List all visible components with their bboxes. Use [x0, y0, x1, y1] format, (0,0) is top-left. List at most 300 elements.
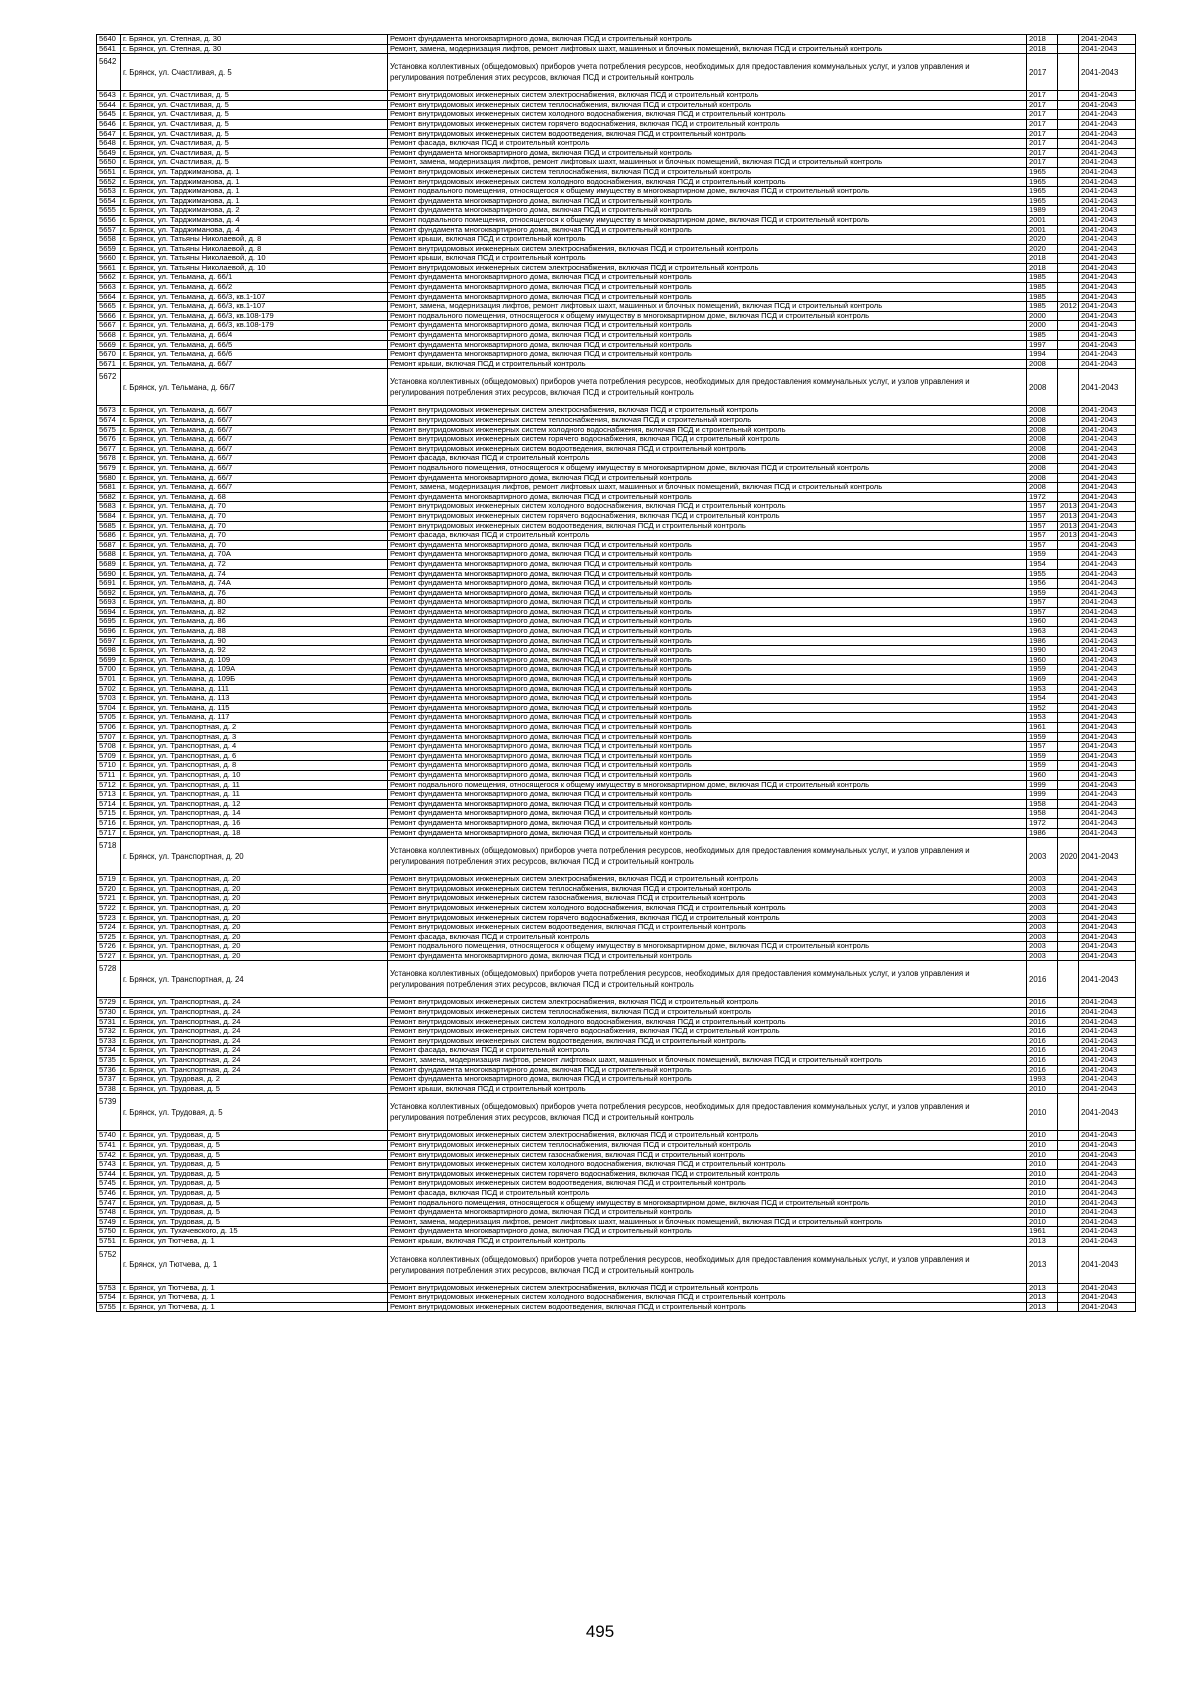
work-type-cell: Ремонт фундамента многоквартирного дома, включая ПСД и строительный контроль: [388, 225, 1027, 235]
build-year-cell: 1985: [1027, 273, 1058, 283]
completed-year-cell: [1058, 1131, 1079, 1141]
work-type-cell: Ремонт внутридомовых инженерных систем газоснабжения, включая ПСД и строительный контроль: [388, 894, 1027, 904]
row-number-cell: 5738: [97, 1084, 121, 1094]
completed-year-cell: [1058, 283, 1079, 293]
completed-year-cell: [1058, 1246, 1079, 1283]
table-row: [97, 742, 1136, 752]
table-row: [97, 684, 1136, 694]
completed-year-cell: [1058, 483, 1079, 493]
completed-year-cell: [1058, 54, 1079, 91]
work-type-cell: Ремонт фундамента многоквартирного дома, включая ПСД и строительный контроль: [388, 809, 1027, 819]
address-cell: г. Брянск, ул. Трудовая, д. 5: [121, 1217, 388, 1227]
planned-period-cell: 2041-2043: [1079, 723, 1136, 733]
address-cell: г. Брянск, ул. Тельмана, д. 88: [121, 627, 388, 637]
row-number-cell: 5696: [97, 627, 121, 637]
work-type-cell: Ремонт фундамента многоквартирного дома, включая ПСД и строительный контроль: [388, 350, 1027, 360]
address-cell: г. Брянск, ул. Тельмана, д. 109: [121, 655, 388, 665]
planned-period-cell: 2041-2043: [1079, 44, 1136, 54]
work-type-cell: Ремонт фундамента многоквартирного дома, включая ПСД и строительный контроль: [388, 617, 1027, 627]
work-type-cell: Ремонт внутридомовых инженерных систем электроснабжения, включая ПСД и строительный контроль: [388, 406, 1027, 416]
planned-period-cell: 2041-2043: [1079, 1046, 1136, 1056]
address-cell: г. Брянск, ул. Трудовая, д. 5: [121, 1084, 388, 1094]
table-row: [97, 1150, 1136, 1160]
build-year-cell: 1957: [1027, 531, 1058, 541]
address-cell: г. Брянск, ул. Тельмана, д. 66/7: [121, 425, 388, 435]
completed-year-cell: [1058, 894, 1079, 904]
table-row: [97, 119, 1136, 129]
build-year-cell: 2017: [1027, 148, 1058, 158]
address-cell: г. Брянск, ул. Транспортная, д. 24: [121, 1027, 388, 1037]
planned-period-cell: 2041-2043: [1079, 321, 1136, 331]
address-cell: г. Брянск, ул. Трудовая, д. 5: [121, 1131, 388, 1141]
work-type-cell: Ремонт фундамента многоквартирного дома, включая ПСД и строительный контроль: [388, 646, 1027, 656]
planned-period-cell: 2041-2043: [1079, 454, 1136, 464]
build-year-cell: 1965: [1027, 167, 1058, 177]
address-cell: г. Брянск, ул. Тельмана, д. 68: [121, 492, 388, 502]
planned-period-cell: 2041-2043: [1079, 435, 1136, 445]
table-row: [97, 540, 1136, 550]
planned-period-cell: 2041-2043: [1079, 119, 1136, 129]
completed-year-cell: [1058, 723, 1079, 733]
completed-year-cell: [1058, 569, 1079, 579]
address-cell: г. Брянск, ул. Тельмана, д. 66/7: [121, 463, 388, 473]
table-row: [97, 369, 1136, 406]
row-number-cell: 5716: [97, 818, 121, 828]
table-row: [97, 790, 1136, 800]
build-year-cell: 1965: [1027, 187, 1058, 197]
work-type-cell: Ремонт, замена, модернизация лифтов, ремонт лифтовых шахт, машинных и блочных помещений, включая ПСД и строительный контроль: [388, 302, 1027, 312]
work-type-cell: Ремонт фундамента многоквартирного дома, включая ПСД и строительный контроль: [388, 790, 1027, 800]
build-year-cell: 2017: [1027, 54, 1058, 91]
build-year-cell: 2003: [1027, 932, 1058, 942]
table-row: [97, 91, 1136, 101]
work-type-cell: Ремонт внутридомовых инженерных систем теплоснабжения, включая ПСД и строительный контроль: [388, 884, 1027, 894]
address-cell: г. Брянск, ул Тютчева, д. 1: [121, 1236, 388, 1246]
address-cell: г. Брянск, ул. Тельмана, д. 66/5: [121, 340, 388, 350]
table-row: [97, 1027, 1136, 1037]
completed-year-cell: [1058, 35, 1079, 45]
completed-year-cell: [1058, 1046, 1079, 1056]
table-row: [97, 703, 1136, 713]
completed-year-cell: 2013: [1058, 511, 1079, 521]
build-year-cell: 1990: [1027, 646, 1058, 656]
row-number-cell: 5723: [97, 913, 121, 923]
address-cell: г. Брянск, ул. Транспортная, д. 4: [121, 742, 388, 752]
build-year-cell: 2017: [1027, 139, 1058, 149]
planned-period-cell: 2041-2043: [1079, 91, 1136, 101]
work-type-cell: Ремонт внутридомовых инженерных систем водоотведения, включая ПСД и строительный контроль: [388, 1036, 1027, 1046]
address-cell: г. Брянск, ул. Тельмана, д. 66/1: [121, 273, 388, 283]
completed-year-cell: [1058, 751, 1079, 761]
work-type-cell: Ремонт фундамента многоквартирного дома, включая ПСД и строительный контроль: [388, 35, 1027, 45]
build-year-cell: 2017: [1027, 91, 1058, 101]
build-year-cell: 2017: [1027, 158, 1058, 168]
table-row: [97, 598, 1136, 608]
table-row: [97, 894, 1136, 904]
build-year-cell: 2020: [1027, 235, 1058, 245]
build-year-cell: 2017: [1027, 129, 1058, 139]
address-cell: г. Брянск, ул. Тельмана, д. 72: [121, 559, 388, 569]
completed-year-cell: [1058, 675, 1079, 685]
table-row: [97, 292, 1136, 302]
build-year-cell: 2016: [1027, 1046, 1058, 1056]
planned-period-cell: 2041-2043: [1079, 655, 1136, 665]
build-year-cell: 1960: [1027, 617, 1058, 627]
table-row: [97, 1160, 1136, 1170]
row-number-cell: 5741: [97, 1141, 121, 1151]
planned-period-cell: 2041-2043: [1079, 675, 1136, 685]
row-number-cell: 5740: [97, 1131, 121, 1141]
build-year-cell: 2016: [1027, 1017, 1058, 1027]
planned-period-cell: 2041-2043: [1079, 148, 1136, 158]
completed-year-cell: [1058, 273, 1079, 283]
build-year-cell: 2018: [1027, 254, 1058, 264]
work-type-cell: Ремонт фундамента многоквартирного дома, включая ПСД и строительный контроль: [388, 283, 1027, 293]
planned-period-cell: 2041-2043: [1079, 35, 1136, 45]
completed-year-cell: [1058, 1227, 1079, 1237]
table-row: [97, 321, 1136, 331]
address-cell: г. Брянск, ул. Счастливая, д. 5: [121, 91, 388, 101]
row-number-cell: 5734: [97, 1046, 121, 1056]
work-type-cell: Ремонт внутридомовых инженерных систем водоотведения, включая ПСД и строительный контроль: [388, 1302, 1027, 1312]
work-type-cell: Ремонт фундамента многоквартирного дома, включая ПСД и строительный контроль: [388, 703, 1027, 713]
planned-period-cell: 2041-2043: [1079, 894, 1136, 904]
build-year-cell: 2017: [1027, 100, 1058, 110]
table-row: [97, 799, 1136, 809]
completed-year-cell: [1058, 473, 1079, 483]
planned-period-cell: 2041-2043: [1079, 263, 1136, 273]
table-row: [97, 998, 1136, 1008]
table-row: [97, 1017, 1136, 1027]
row-number-cell: 5652: [97, 177, 121, 187]
build-year-cell: 2010: [1027, 1084, 1058, 1094]
table-row: [97, 425, 1136, 435]
work-type-cell: Ремонт фундамента многоквартирного дома, включая ПСД и строительный контроль: [388, 331, 1027, 341]
build-year-cell: 2010: [1027, 1198, 1058, 1208]
planned-period-cell: 2041-2043: [1079, 167, 1136, 177]
row-number-cell: 5695: [97, 617, 121, 627]
address-cell: г. Брянск, ул. Тельмана, д. 66/3, кв.1-107: [121, 302, 388, 312]
planned-period-cell: 2041-2043: [1079, 1283, 1136, 1293]
address-cell: г. Брянск, ул. Трудовая, д. 5: [121, 1160, 388, 1170]
planned-period-cell: 2041-2043: [1079, 598, 1136, 608]
row-number-cell: 5694: [97, 607, 121, 617]
row-number-cell: 5697: [97, 636, 121, 646]
row-number-cell: 5710: [97, 761, 121, 771]
build-year-cell: 1958: [1027, 799, 1058, 809]
completed-year-cell: [1058, 139, 1079, 149]
address-cell: г. Брянск, ул. Тарджиманова, д. 2: [121, 206, 388, 216]
work-type-cell: Ремонт фасада, включая ПСД и строительный контроль: [388, 454, 1027, 464]
build-year-cell: 1959: [1027, 550, 1058, 560]
address-cell: г. Брянск, ул. Счастливая, д. 5: [121, 100, 388, 110]
planned-period-cell: 2041-2043: [1079, 1198, 1136, 1208]
address-cell: г. Брянск, ул. Транспортная, д. 12: [121, 799, 388, 809]
build-year-cell: 2016: [1027, 961, 1058, 998]
table-row: [97, 723, 1136, 733]
row-number-cell: 5668: [97, 331, 121, 341]
table-row: [97, 158, 1136, 168]
work-type-cell: Ремонт фундамента многоквартирного дома, включая ПСД и строительный контроль: [388, 655, 1027, 665]
work-type-cell: Ремонт внутридомовых инженерных систем теплоснабжения, включая ПСД и строительный контроль: [388, 100, 1027, 110]
build-year-cell: 1961: [1027, 723, 1058, 733]
address-cell: г. Брянск, ул Тютчева, д. 1: [121, 1293, 388, 1303]
address-cell: г. Брянск, ул. Транспортная, д. 11: [121, 790, 388, 800]
build-year-cell: 2003: [1027, 884, 1058, 894]
table-row: [97, 196, 1136, 206]
table-row: [97, 283, 1136, 293]
build-year-cell: 2013: [1027, 1236, 1058, 1246]
planned-period-cell: 2041-2043: [1079, 607, 1136, 617]
address-cell: г. Брянск, ул. Тельмана, д. 66/4: [121, 331, 388, 341]
address-cell: г. Брянск, ул. Транспортная, д. 24: [121, 1036, 388, 1046]
address-cell: г. Брянск, ул. Транспортная, д. 24: [121, 961, 388, 998]
row-number-cell: 5704: [97, 703, 121, 713]
address-cell: г. Брянск, ул. Тельмана, д. 82: [121, 607, 388, 617]
build-year-cell: 1999: [1027, 780, 1058, 790]
build-year-cell: 2000: [1027, 321, 1058, 331]
work-type-cell: Ремонт фундамента многоквартирного дома, включая ПСД и строительный контроль: [388, 1208, 1027, 1218]
work-type-cell: Ремонт крыши, включая ПСД и строительный контроль: [388, 1236, 1027, 1246]
row-number-cell: 5730: [97, 1008, 121, 1018]
row-number-cell: 5653: [97, 187, 121, 197]
table-row: [97, 435, 1136, 445]
build-year-cell: 2016: [1027, 998, 1058, 1008]
address-cell: г. Брянск, ул. Степная, д. 30: [121, 35, 388, 45]
planned-period-cell: 2041-2043: [1079, 703, 1136, 713]
row-number-cell: 5737: [97, 1075, 121, 1085]
row-number-cell: 5712: [97, 780, 121, 790]
table-row: [97, 35, 1136, 45]
address-cell: г. Брянск, ул. Тельмана, д. 66/2: [121, 283, 388, 293]
row-number-cell: 5684: [97, 511, 121, 521]
planned-period-cell: 2041-2043: [1079, 1246, 1136, 1283]
address-cell: г. Брянск, ул. Тельмана, д. 70: [121, 521, 388, 531]
row-number-cell: 5743: [97, 1160, 121, 1170]
row-number-cell: 5692: [97, 588, 121, 598]
table-row: [97, 1302, 1136, 1312]
build-year-cell: 1986: [1027, 636, 1058, 646]
row-number-cell: 5673: [97, 406, 121, 416]
address-cell: г. Брянск, ул. Счастливая, д. 5: [121, 110, 388, 120]
planned-period-cell: 2041-2043: [1079, 273, 1136, 283]
address-cell: г. Брянск, ул. Транспортная, д. 20: [121, 875, 388, 885]
planned-period-cell: 2041-2043: [1079, 110, 1136, 120]
row-number-cell: 5706: [97, 723, 121, 733]
build-year-cell: 1955: [1027, 569, 1058, 579]
completed-year-cell: [1058, 1075, 1079, 1085]
work-type-cell: Ремонт внутридомовых инженерных систем электроснабжения, включая ПСД и строительный контроль: [388, 1131, 1027, 1141]
row-number-cell: 5721: [97, 894, 121, 904]
table-row: [97, 444, 1136, 454]
row-number-cell: 5744: [97, 1169, 121, 1179]
work-type-cell: Ремонт фасада, включая ПСД и строительный контроль: [388, 531, 1027, 541]
build-year-cell: 2008: [1027, 473, 1058, 483]
completed-year-cell: [1058, 454, 1079, 464]
address-cell: г. Брянск, ул. Тельмана, д. 76: [121, 588, 388, 598]
completed-year-cell: [1058, 923, 1079, 933]
table-row: [97, 828, 1136, 838]
table-row: [97, 1179, 1136, 1189]
planned-period-cell: 2041-2043: [1079, 1169, 1136, 1179]
row-number-cell: 5707: [97, 732, 121, 742]
address-cell: г. Брянск, ул. Транспортная, д. 20: [121, 942, 388, 952]
work-type-cell: Ремонт внутридомовых инженерных систем электроснабжения, включая ПСД и строительный контроль: [388, 875, 1027, 885]
completed-year-cell: 2020: [1058, 838, 1079, 875]
completed-year-cell: [1058, 1027, 1079, 1037]
table-row: [97, 511, 1136, 521]
completed-year-cell: [1058, 235, 1079, 245]
work-type-cell: Ремонт фундамента многоквартирного дома, включая ПСД и строительный контроль: [388, 627, 1027, 637]
build-year-cell: 1959: [1027, 761, 1058, 771]
address-cell: г. Брянск, ул. Тельмана, д. 66/6: [121, 350, 388, 360]
table-row: [97, 646, 1136, 656]
build-year-cell: 1959: [1027, 588, 1058, 598]
row-number-cell: 5701: [97, 675, 121, 685]
completed-year-cell: [1058, 187, 1079, 197]
planned-period-cell: 2041-2043: [1079, 483, 1136, 493]
completed-year-cell: [1058, 694, 1079, 704]
work-type-cell: Ремонт внутридомовых инженерных систем теплоснабжения, включая ПСД и строительный контроль: [388, 1008, 1027, 1018]
work-type-cell: Ремонт внутридомовых инженерных систем холодного водоснабжения, включая ПСД и строительный контроль: [388, 425, 1027, 435]
build-year-cell: 2013: [1027, 1283, 1058, 1293]
work-type-cell: Ремонт фундамента многоквартирного дома, включая ПСД и строительный контроль: [388, 292, 1027, 302]
row-number-cell: 5725: [97, 932, 121, 942]
planned-period-cell: 2041-2043: [1079, 742, 1136, 752]
planned-period-cell: 2041-2043: [1079, 416, 1136, 426]
planned-period-cell: 2041-2043: [1079, 636, 1136, 646]
table-row: [97, 473, 1136, 483]
planned-period-cell: 2041-2043: [1079, 961, 1136, 998]
completed-year-cell: [1058, 119, 1079, 129]
work-type-cell: Ремонт, замена, модернизация лифтов, ремонт лифтовых шахт, машинных и блочных помещений, включая ПСД и строительный контроль: [388, 44, 1027, 54]
table-row: [97, 1169, 1136, 1179]
work-type-cell: Ремонт фундамента многоквартирного дома, включая ПСД и строительный контроль: [388, 694, 1027, 704]
work-type-cell: Ремонт внутридомовых инженерных систем холодного водоснабжения, включая ПСД и строительный контроль: [388, 110, 1027, 120]
completed-year-cell: 2013: [1058, 531, 1079, 541]
completed-year-cell: [1058, 961, 1079, 998]
row-number-cell: 5656: [97, 215, 121, 225]
work-type-cell: Ремонт фундамента многоквартирного дома, включая ПСД и строительный контроль: [388, 1075, 1027, 1085]
work-type-cell: Ремонт крыши, включая ПСД и строительный контроль: [388, 235, 1027, 245]
table-row: [97, 617, 1136, 627]
build-year-cell: 1957: [1027, 502, 1058, 512]
work-type-cell: Ремонт фундамента многоквартирного дома, включая ПСД и строительный контроль: [388, 148, 1027, 158]
build-year-cell: 1985: [1027, 302, 1058, 312]
completed-year-cell: [1058, 331, 1079, 341]
planned-period-cell: 2041-2043: [1079, 627, 1136, 637]
build-year-cell: 1953: [1027, 713, 1058, 723]
table-row: [97, 665, 1136, 675]
table-row: [97, 636, 1136, 646]
planned-period-cell: 2041-2043: [1079, 215, 1136, 225]
table-row: [97, 148, 1136, 158]
completed-year-cell: [1058, 646, 1079, 656]
completed-year-cell: [1058, 1065, 1079, 1075]
address-cell: г. Брянск, ул. Тарджиманова, д. 1: [121, 177, 388, 187]
table-row: [97, 244, 1136, 254]
address-cell: г. Брянск, ул. Тельмана, д. 70: [121, 502, 388, 512]
completed-year-cell: [1058, 636, 1079, 646]
address-cell: г. Брянск, ул. Транспортная, д. 20: [121, 894, 388, 904]
completed-year-cell: [1058, 627, 1079, 637]
row-number-cell: 5681: [97, 483, 121, 493]
planned-period-cell: 2041-2043: [1079, 350, 1136, 360]
row-number-cell: 5667: [97, 321, 121, 331]
work-type-cell: Ремонт внутридомовых инженерных систем водоотведения, включая ПСД и строительный контроль: [388, 1179, 1027, 1189]
document-sheet: [96, 34, 1136, 1312]
completed-year-cell: [1058, 425, 1079, 435]
table-row: [97, 942, 1136, 952]
table-row: [97, 770, 1136, 780]
planned-period-cell: 2041-2043: [1079, 1160, 1136, 1170]
work-type-cell: Ремонт, замена, модернизация лифтов, ремонт лифтовых шахт, машинных и блочных помещений, включая ПСД и строительный контроль: [388, 1217, 1027, 1227]
completed-year-cell: 2013: [1058, 521, 1079, 531]
row-number-cell: 5660: [97, 254, 121, 264]
repair-schedule-table: [96, 34, 1136, 1312]
work-type-cell: Ремонт фундамента многоквартирного дома, включая ПСД и строительный контроль: [388, 1227, 1027, 1237]
work-type-cell: Ремонт внутридомовых инженерных систем водоотведения, включая ПСД и строительный контроль: [388, 444, 1027, 454]
completed-year-cell: [1058, 369, 1079, 406]
work-type-cell: Установка коллективных (общедомовых) приборов учета потребления ресурсов, необходимых для предоставления коммунальных услуг, и узлов управления и регулирования потребления этих ресурсов, включая ПСД и строительный контроль: [388, 838, 1027, 875]
address-cell: г. Брянск, ул. Трудовая, д. 5: [121, 1094, 388, 1131]
address-cell: г. Брянск, ул. Тельмана, д. 66/7: [121, 483, 388, 493]
address-cell: г. Брянск, ул. Тельмана, д. 66/7: [121, 454, 388, 464]
planned-period-cell: 2041-2043: [1079, 254, 1136, 264]
planned-period-cell: 2041-2043: [1079, 751, 1136, 761]
build-year-cell: 2003: [1027, 913, 1058, 923]
table-row: [97, 302, 1136, 312]
completed-year-cell: [1058, 350, 1079, 360]
build-year-cell: 2010: [1027, 1208, 1058, 1218]
work-type-cell: Ремонт подвального помещения, относящегося к общему имуществу в многоквартирном доме, включая ПСД и строительный контроль: [388, 463, 1027, 473]
build-year-cell: 2010: [1027, 1160, 1058, 1170]
work-type-cell: Ремонт внутридомовых инженерных систем горячего водоснабжения, включая ПСД и строительный контроль: [388, 435, 1027, 445]
row-number-cell: 5705: [97, 713, 121, 723]
completed-year-cell: [1058, 1208, 1079, 1218]
table-row: [97, 1094, 1136, 1131]
table-row: [97, 751, 1136, 761]
address-cell: г. Брянск, ул. Трудовая, д. 5: [121, 1179, 388, 1189]
row-number-cell: 5733: [97, 1036, 121, 1046]
planned-period-cell: 2041-2043: [1079, 569, 1136, 579]
address-cell: г. Брянск, ул. Транспортная, д. 20: [121, 932, 388, 942]
row-number-cell: 5686: [97, 531, 121, 541]
build-year-cell: 2003: [1027, 903, 1058, 913]
planned-period-cell: 2041-2043: [1079, 1056, 1136, 1066]
completed-year-cell: [1058, 684, 1079, 694]
completed-year-cell: [1058, 713, 1079, 723]
completed-year-cell: [1058, 1236, 1079, 1246]
table-row: [97, 129, 1136, 139]
build-year-cell: 1959: [1027, 732, 1058, 742]
planned-period-cell: 2041-2043: [1079, 790, 1136, 800]
work-type-cell: Ремонт внутридомовых инженерных систем электроснабжения, включая ПСД и строительный контроль: [388, 91, 1027, 101]
work-type-cell: Ремонт фундамента многоквартирного дома, включая ПСД и строительный контроль: [388, 723, 1027, 733]
build-year-cell: 1972: [1027, 818, 1058, 828]
address-cell: г. Брянск, ул Тютчева, д. 1: [121, 1302, 388, 1312]
completed-year-cell: [1058, 790, 1079, 800]
planned-period-cell: 2041-2043: [1079, 818, 1136, 828]
completed-year-cell: 2013: [1058, 502, 1079, 512]
address-cell: г. Брянск, ул. Транспортная, д. 11: [121, 780, 388, 790]
row-number-cell: 5642: [97, 54, 121, 91]
completed-year-cell: [1058, 1179, 1079, 1189]
row-number-cell: 5693: [97, 598, 121, 608]
work-type-cell: Ремонт внутридомовых инженерных систем водоотведения, включая ПСД и строительный контроль: [388, 521, 1027, 531]
planned-period-cell: 2041-2043: [1079, 196, 1136, 206]
build-year-cell: 2010: [1027, 1188, 1058, 1198]
